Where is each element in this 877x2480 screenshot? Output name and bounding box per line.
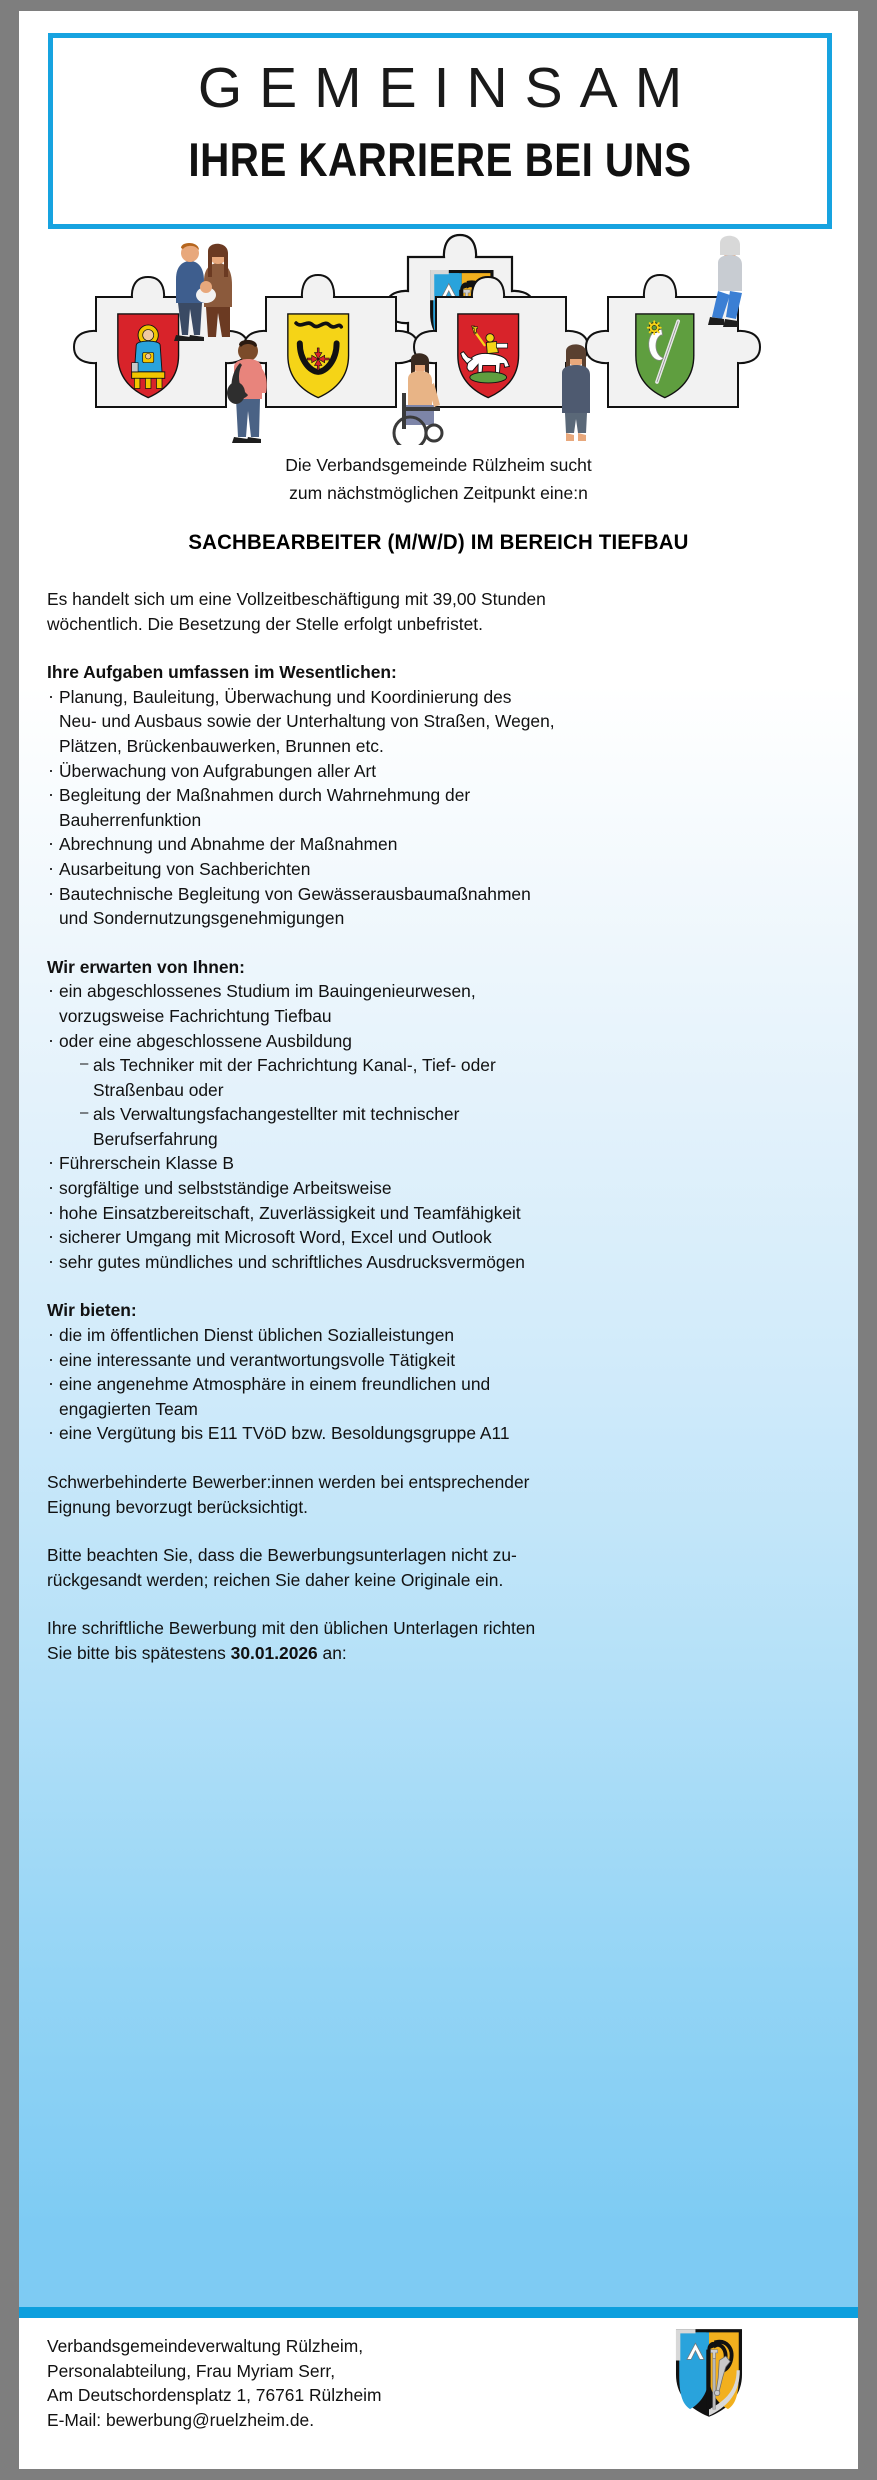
expectations-heading: Wir erwarten von Ihnen: [47,956,245,977]
puzzle-graphic [48,233,832,445]
employment-line-1: Es handelt sich um eine Vollzeitbeschäftigung mit 39,00 Stunden [47,589,546,609]
application-note [47,1616,837,1665]
list-item: · Überwachung von Aufgrabungen aller Art [47,759,837,784]
list-item: Neu- und Ausbaus sowie der Unterhaltung von Straßen, Wegen, [59,711,555,732]
list-item: Bauherrenfunktion [59,809,202,830]
list-item: · ein abgeschlossenes Studium im Bauingenieurwesen, [47,979,837,1004]
header-frame [48,33,832,229]
apply-line-2 [47,1641,837,1666]
footer-divider-rule [19,2307,858,2318]
headline-karriere: IHRE KARRIERE BEI UNS [188,133,692,186]
list-item: · hohe Einsatzbereitschaft, Zuverlässigkeit und Teamfähigkeit [47,1201,837,1226]
tasks-section [47,660,837,931]
tasks-list [47,685,837,931]
list-item: · Begleitung der Maßnahmen durch Wahrnehmung der [47,783,837,808]
list-item: und Sondernutzungsgenehmigungen [59,908,345,929]
list-item: engagierten Team [59,1398,198,1419]
address-line-1: Verbandsgemeindeverwaltung Rülzheim, [47,2336,364,2356]
footer [19,2318,858,2469]
list-item: · sicherer Umgang mit Microsoft Word, Excel und Outlook [47,1225,837,1250]
job-title: SACHBEARBEITER (M/W/D) IM BEREICH TIEFBAU [188,530,689,554]
tasks-heading: Ihre Aufgaben umfassen im Wesentlichen: [47,662,397,683]
expectations-section [47,955,837,1275]
list-item: · sehr gutes mündliches und schriftliches Ausdrucksvermögen [47,1250,837,1275]
list-item: · sorgfältige und selbstständige Arbeitsweise [47,1176,837,1201]
footer-address [47,2334,381,2432]
apply-suffix: an: [317,1642,347,1663]
list-item: · Ausarbeitung von Sachberichten [47,857,837,882]
list-item: · eine interessante und verantwortungsvolle Tätigkeit [47,1348,837,1373]
intro-line-2: zum nächstmöglichen Zeitpunkt eine:n [289,483,588,503]
puzzle-piece-3 [414,277,588,407]
address-line-3: Am Deutschordensplatz 1, 76761 Rülzheim [47,2385,382,2405]
documents-line-1: Bitte beachten Sie, dass die Bewerbungsunterlagen nicht zu- [47,1545,517,1566]
list-item: · oder eine abgeschlossene Ausbildung [47,1029,837,1054]
documents-note [47,1543,837,1592]
list-item: · eine angenehme Atmosphäre in einem freundlichen und [47,1372,837,1397]
address-line-4[interactable]: E-Mail: bewerbung@ruelzheim.de. [47,2409,315,2430]
person-woman-standing [562,344,590,441]
expectations-list [47,979,837,1274]
list-item: · Abrechnung und Abnahme der Maßnahmen [47,832,837,857]
list-item: · die im öffentlichen Dienst üblichen Sozialleistungen [47,1323,837,1348]
list-item: Plätzen, Brückenbauwerken, Brunnen etc. [59,735,384,756]
poster-page [19,11,858,2469]
list-item: – als Verwaltungsfachangestellter mit technischer [47,1102,837,1127]
list-item: vorzugsweise Fachrichtung Tiefbau [59,1005,332,1026]
list-item: – als Techniker mit der Fachrichtung Kanal-, Tief- oder [47,1053,837,1078]
coat-of-arms-ruelzheim-svg [670,2328,748,2420]
offer-section [47,1298,837,1446]
list-item: · eine Vergütung bis E11 TVöD bzw. Besoldungsgruppe A11 [47,1421,837,1446]
apply-prefix: Sie bitte bis spätestens [47,1642,231,1663]
offer-list [47,1323,837,1446]
offer-heading: Wir bieten: [47,1300,137,1321]
intro-text [19,451,858,507]
list-item: · Planung, Bauleitung, Überwachung und Koordinierung des [47,685,837,710]
person-wheelchair-user [394,353,442,445]
application-deadline: 30.01.2026 [230,1642,318,1663]
list-item: · Führerschein Klasse B [47,1151,837,1176]
list-item: · Bautechnische Begleitung von Gewässerausbaumaßnahmen [47,882,837,907]
address-line-2: Personalabteilung, Frau Myriam Serr, [47,2360,336,2381]
documents-line-2: rückgesandt werden; reichen Sie daher keine Originale ein. [47,1569,504,1590]
body-text [47,587,837,1690]
puzzle-illustration [48,233,832,445]
intro-line-1: Die Verbandsgemeinde Rülzheim sucht [285,455,592,475]
disability-note [47,1470,837,1519]
list-item: Berufserfahrung [93,1128,218,1149]
headline-gemeinsam: GEMEINSAM [197,56,700,120]
employment-line-2: wöchentlich. Die Besetzung der Stelle erfolgt unbefristet. [47,613,483,634]
employment-paragraph [47,587,837,636]
disability-line-2: Eignung bevorzugt berücksichtigt. [47,1496,309,1517]
coat-of-arms-ruelzheim-icon [670,2328,748,2420]
list-item: Straßenbau oder [93,1079,224,1100]
disability-line-1: Schwerbehinderte Bewerber:innen werden bei entsprechender [47,1472,530,1492]
apply-line-1: Ihre schriftliche Bewerbung mit den üblichen Unterlagen richten [47,1618,536,1639]
